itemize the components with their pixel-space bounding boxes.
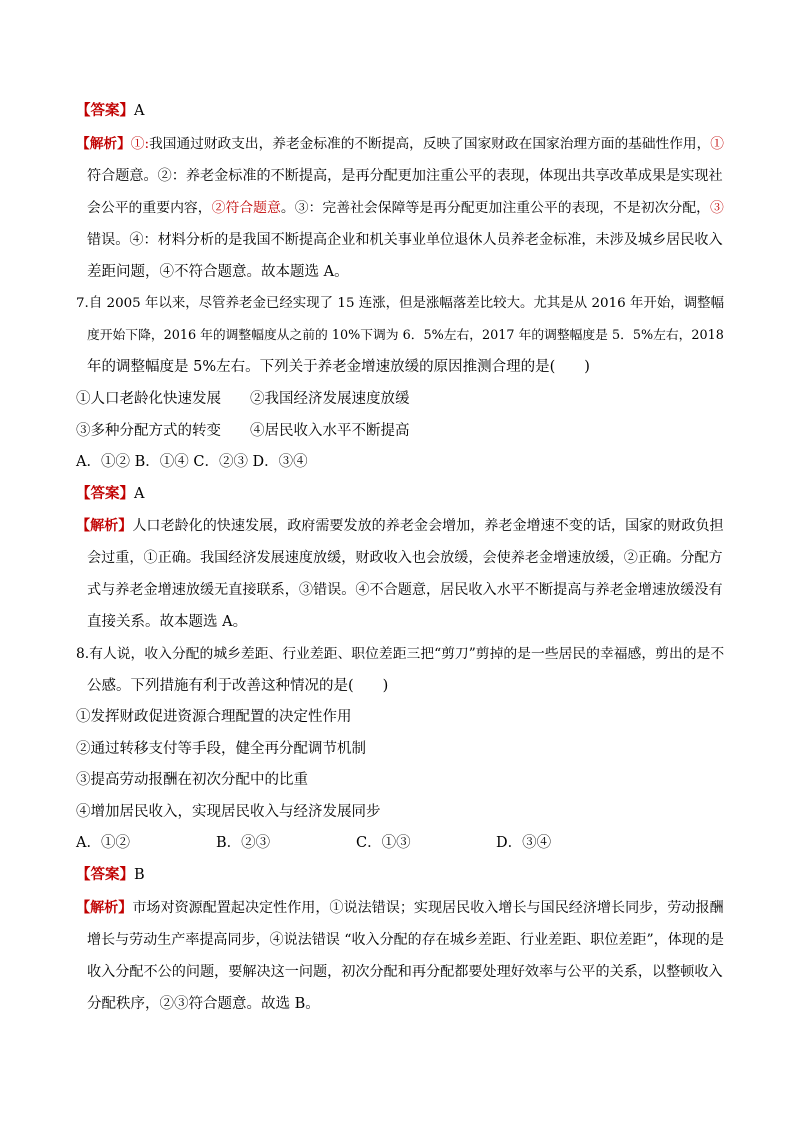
q7-stem-line-1: 7.自 2005 年以来，尽管养老金已经实现了 15 连涨，但是涨幅落差比较大。尤其是从 2016 年开始，调整幅 (76, 296, 725, 311)
q8-option-3: ③提高劳动报酬在初次分配中的比重 (76, 772, 308, 788)
q8-choice-c: C．①③ (356, 835, 411, 851)
answer-label: 【答案】 (76, 866, 134, 883)
answer-value: B (134, 867, 145, 883)
analysis-red-mark: ②符合题意 (211, 200, 281, 216)
q8-option-2: ②通过转移支付等手段，健全再分配调节机制 (76, 741, 366, 757)
q7-answer (76, 484, 144, 504)
q8-choice-b: B．②③ (216, 835, 271, 851)
q8-stem-line-2: 公感。下列措施有利于改善这种情况的是( ) (87, 678, 389, 694)
answer-value: A (134, 486, 145, 502)
q7-choices: A．①② B．①④ C．②③ D．③④ (76, 454, 308, 470)
analysis-text: 会公平的重要内容， (87, 200, 212, 216)
q8-stem-line-1: 8.有人说，收入分配的城乡差距、行业差距、职位差距三把“剪刀”剪掉的是一些居民的幸福感，剪出的是不 (76, 646, 725, 662)
q6-answer (76, 101, 144, 121)
analysis-text: 。③：完善社会保障等是再分配更加注重公平的表现，不是初次分配， (280, 200, 711, 216)
analysis-text: 人口老龄化的快速发展，政府需要发放的养老金会增加，养老金增速不变的话，国家的财政负担 (132, 518, 724, 534)
answer-value: A (134, 103, 145, 119)
q8-analysis-line-2: 增长与劳动生产率提高同步，④说法错误 “收入分配的存在城乡差距、行业差距、职位差距”，体现的是 (87, 932, 724, 948)
q7-analysis-line-2: 会过重，①正确。我国经济发展速度放缓，财政收入也会放缓，会使养老金增速放缓，②正确。分配方 (87, 550, 723, 566)
q6-analysis-line-1 (76, 134, 724, 154)
q8-option-1: ①发挥财政促进资源合理配置的决定性作用 (76, 709, 352, 725)
analysis-label: 【解析】 (76, 518, 133, 534)
q8-choice-a: A．①② (76, 835, 130, 851)
q6-analysis-line-4: 错误。④：材料分析的是我国不断提高企业和机关事业单位退休人员养老金标准，未涉及城乡居民收入 (87, 232, 723, 248)
answer-label: 【答案】 (76, 485, 134, 502)
q7-options-row-1: ①人口老龄化快速发展 ②我国经济发展速度放缓 (76, 391, 410, 407)
q7-stem-line-2: 度开始下降，2016 年的调整幅度从之前的 10%下调为 6．5%左右，2017 年的调整幅度是 5．5%左右，2018 (87, 328, 724, 343)
analysis-red-mark: ③ (710, 200, 724, 216)
analysis-label: 【解析】 (76, 900, 133, 916)
analysis-text: 我国通过财政支出，养老金标准的不断提高，反映了国家财政在国家治理方面的基础性作用， (149, 136, 711, 152)
q7-analysis-line-1 (76, 516, 724, 536)
q6-analysis-line-2: 符合题意。②：养老金标准的不断提高，是再分配更加注重公平的表现，体现出共享改革成果是实现社 (87, 168, 723, 184)
q7-analysis-line-3: 式与养老金增速放缓无直接联系，③错误。④不合题意，居民收入水平不断提高与养老金增速放缓没有 (87, 582, 723, 598)
q8-option-4: ④增加居民收入，实现居民收入与经济发展同步 (76, 804, 381, 820)
q7-options-row-2: ③多种分配方式的转变 ④居民收入水平不断提高 (76, 423, 410, 439)
q6-analysis-line-5: 差距问题，④不符合题意。故本题选 A。 (87, 264, 349, 280)
q6-analysis-line-3 (87, 198, 724, 218)
q8-answer (76, 865, 145, 885)
q8-analysis-line-4: 分配秩序，②③符合题意。故选 B。 (87, 996, 320, 1012)
q7-stem-line-3: 年的调整幅度是 5%左右。下列关于养老金增速放缓的原因推测合理的是( ) (87, 359, 590, 375)
analysis-red-mark: ① (710, 136, 724, 152)
analysis-red-mark: ①: (130, 136, 150, 152)
q8-analysis-line-3: 收入分配不公的问题，要解决这一问题，初次分配和再分配都要处理好效率与公平的关系，以整顿收入 (87, 964, 723, 980)
answer-label: 【答案】 (76, 102, 134, 119)
q7-analysis-line-4: 直接关系。故本题选 A。 (87, 614, 248, 630)
q8-choice-d: D．③④ (496, 835, 552, 851)
analysis-label: 【解析】 (76, 136, 131, 152)
q8-analysis-line-1 (76, 898, 724, 918)
analysis-text: 市场对资源配置起决定性作用，①说法错误；实现居民收入增长与国民经济增长同步，劳动报酬 (132, 900, 724, 916)
